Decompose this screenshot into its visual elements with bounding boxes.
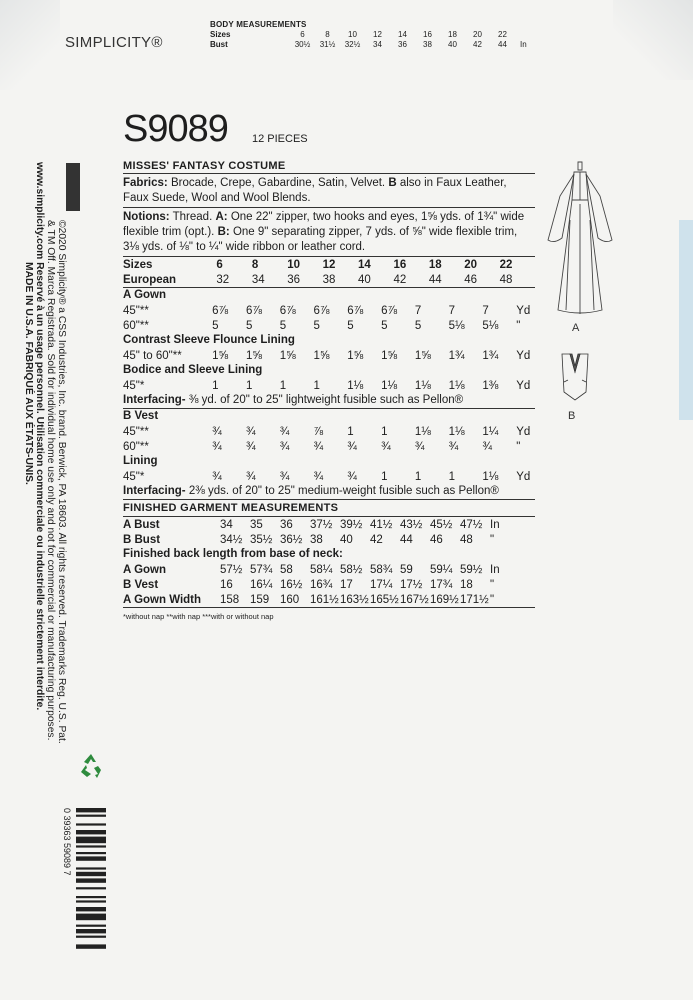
cell: 1⅛ [448,425,465,438]
cell: 159 [250,593,270,606]
cell: 1⅛ [381,379,398,392]
cell: 1⅝ [347,349,364,362]
unit-cell: Yd [516,425,531,438]
cell: ¾ [212,470,222,483]
table-row [123,532,535,547]
unit-cell: In [490,563,500,576]
cell: 1 [414,470,422,483]
notions-a-label: A: [215,211,228,223]
barcode-bar [76,896,106,898]
barcode-bar [76,845,106,847]
unit-cell: Yd [516,470,531,483]
cell: 1⅝ [414,349,431,362]
row-label: 45"** [123,425,149,438]
table-row [123,577,535,592]
cell: 5 [212,319,219,332]
european-cell: 36 [287,273,301,286]
body-size: 8 [325,30,330,39]
barcode-bar [76,815,106,817]
cell: 36½ [280,533,303,546]
body-bust: 34 [373,40,382,49]
unit-cell: " [516,319,521,332]
barcode-bar [76,887,106,889]
cell: 1⅝ [245,349,262,362]
body-size: 12 [373,30,382,39]
cell: ¾ [245,470,256,483]
size-cell: 18 [428,258,442,271]
european-cell: 38 [322,273,336,286]
body-size: 20 [473,30,482,39]
cell: 6⅞ [313,304,330,317]
cell: 1 [381,425,388,438]
cell: 47½ [460,518,483,531]
barcode [76,808,106,988]
cell: 5⅛ [448,319,465,332]
cell: ¾ [448,440,459,453]
cell: 5 [313,319,320,332]
barcode-bar [76,872,106,876]
table-row [123,348,535,363]
notions-section [123,208,535,257]
bodice-rows [123,378,535,393]
table-row [123,378,535,393]
a-gown-rows [123,303,535,333]
cell: ¾ [245,425,256,438]
view-b-label: B [568,410,576,422]
cell: 5 [245,319,253,332]
cell: 1 [381,470,388,483]
cell: 169½ [430,593,459,606]
cell: 36 [280,518,293,531]
notions-label: Notions: [123,211,170,223]
sizes-label: Sizes [123,258,153,271]
fabrics-b-text: also in Faux Leather, Faux Suede, Wool and Wool Blends. [123,177,507,204]
row-label: 45"* [123,379,145,392]
cell: 1 [279,379,287,392]
table-row [123,424,535,439]
body-bust: 32½ [344,40,361,49]
barcode-bar [76,914,106,921]
cell: 59½ [460,563,483,576]
row-label: B Vest [123,578,159,591]
barcode-bar [76,837,106,844]
row-label: 45"* [123,470,145,483]
row-label: 60"** [123,319,149,332]
european-cell: 40 [358,273,371,286]
cell: 43½ [400,518,423,531]
side-legal-text [12,162,67,762]
cell: 1⅝ [381,349,398,362]
cell: 42 [370,533,383,546]
size-cell: 8 [251,258,259,271]
cell: 1⅛ [414,425,431,438]
body-size: 6 [300,30,305,39]
cell: 1⅛ [448,379,465,392]
cell: 6⅞ [212,304,229,317]
table-row [123,517,535,532]
cell: 34½ [220,533,243,546]
cell: 17 [340,578,353,591]
cell: 17¼ [370,578,393,591]
style-number: S9089 [123,108,228,150]
barcode-bar [76,925,106,927]
european-cell: 32 [216,273,230,286]
cell: 58¾ [370,563,393,576]
cell: ¾ [381,440,391,453]
cell: 171½ [460,593,489,606]
cell: 1 [313,379,320,392]
notions-b-label: B: [217,226,230,238]
cell: ¾ [212,440,222,453]
recycle-icon [77,752,105,780]
cell: ¾ [279,425,290,438]
european-label: European [123,273,177,286]
cell: 41½ [370,518,393,531]
cell: 161½ [310,593,339,606]
pattern-title: MISSES' FANTASY COSTUME [123,160,535,174]
cell: 6⅞ [381,304,398,317]
barcode-bar [76,808,106,812]
cell: 16 [220,578,233,591]
size-cell: 20 [464,258,478,271]
cell: 1⅜ [482,379,499,392]
pieces-count: 12 PIECES [252,133,308,145]
size-cell: 14 [358,258,371,271]
cell: 59¼ [430,563,453,576]
table-row [123,439,535,454]
row-label: 45" to 60"** [123,349,182,362]
footnotes: *without nap **with nap ***with or without nap [123,612,274,621]
barcode-bar [76,867,106,869]
cell: 7 [414,304,422,317]
cell: 40 [340,533,353,546]
cell: 46 [430,533,443,546]
paper-fold-right [613,0,693,80]
cell: ¾ [482,440,492,453]
fabrics-text: Brocade, Crepe, Gabardine, Satin, Velvet. [170,177,386,189]
cell: 1⅛ [347,379,364,392]
body-size: 22 [498,30,507,39]
size-cell: 22 [499,258,513,271]
cell: 48 [460,533,473,546]
lining-rows [123,469,535,484]
cell: ¾ [279,440,290,453]
cell: 17¾ [430,578,453,591]
finished-bust-rows [123,517,535,547]
bodice-title: Bodice and Sleeve Lining [123,364,263,376]
cell: ¾ [313,440,324,453]
cell: 158 [220,593,240,606]
body-bust: 44 [498,40,507,49]
unit-cell: Yd [516,304,531,317]
barcode-number-text: 0 39363 59089 7 [62,808,72,876]
table-row [123,592,535,607]
barcode-bar [76,856,106,860]
cell: 35 [250,518,263,531]
cell: 1 [347,425,354,438]
cell: 5⅛ [482,319,499,332]
interfacing-b-label: Interfacing- [123,485,186,497]
european-cell: 34 [251,273,265,286]
contrast-rows [123,348,535,363]
cell: 1¾ [482,349,499,362]
cell: 167½ [400,593,429,606]
finished-subtitle: Finished back length from base of neck: [123,548,343,560]
table-row [123,562,535,577]
cell: 57½ [220,563,243,576]
fabrics-section [123,174,535,208]
body-sizes-label: Sizes [210,30,231,39]
cell: 57¾ [250,563,273,576]
european-cell: 42 [393,273,407,286]
cell: 37½ [310,518,333,531]
view-a-illustration [540,160,620,320]
barcode-number [60,808,74,988]
european-cell: 44 [428,273,442,286]
paper-fold-left [0,0,60,90]
brand-name: SIMPLICITY® [65,34,163,51]
notions-thread: Thread. [172,211,213,223]
a-gown-title: A Gown [123,289,167,301]
unit-cell: " [490,533,495,546]
cell: 1 [245,379,253,392]
b-vest-rows [123,424,535,454]
barcode-bar [76,900,106,902]
row-label: A Bust [123,518,160,531]
european-cell: 48 [499,273,513,286]
barcode-bar [76,878,106,882]
cell: 163½ [340,593,369,606]
interfacing-b [123,484,535,500]
cell: 1⅝ [212,349,229,362]
interfacing-a-label: Interfacing- [123,394,186,406]
view-a-label: A [572,322,580,334]
unit-cell: " [490,593,495,606]
cell: ¾ [313,470,324,483]
row-label: 45"** [123,304,149,317]
finished-title: FINISHED GARMENT MEASUREMENTS [123,500,535,517]
view-b-illustration [558,352,592,402]
cell: 18 [460,578,473,591]
usa-flag-icon [56,163,80,211]
cell: 58½ [340,563,363,576]
body-bust: 38 [423,40,432,49]
body-size: 18 [448,30,457,39]
body-bust-label: Bust [210,40,228,49]
body-bust: 30½ [294,40,311,49]
body-size: 14 [398,30,407,39]
legal-line-2: & TM Off. Marca Registrada. Sold for individual home use only and not for commercial or manufacturing purposes. [45,220,56,741]
interfacing-b-text: 2⅜ yds. of 20" to 25" medium-weight fusible such as Pellon® [188,485,499,497]
cell: 1 [448,470,456,483]
size-cell: 12 [322,258,336,271]
cell: 5 [414,319,422,332]
barcode-bar [76,852,106,854]
row-label: A Gown [123,563,167,576]
cell: ¾ [279,470,290,483]
cell: 1⅛ [414,379,431,392]
finished-length-rows [123,562,535,607]
notions-a-text: One 22" zipper, two hooks and eyes, 1⅝ yds. of 1¾" wide flexible trim (opt.). [123,211,525,238]
cell: 59 [400,563,413,576]
body-bust: 31½ [319,40,336,49]
cell: 6⅞ [279,304,296,317]
body-bust-row [210,39,590,49]
cell: 38 [310,533,323,546]
row-label: 60"** [123,440,149,453]
cell: 1⅝ [313,349,330,362]
cell: 5 [381,319,388,332]
unit-cell: " [516,440,521,453]
cell: 1⅛ [482,470,499,483]
body-bust: 42 [473,40,482,49]
cell: ⅞ [313,425,324,438]
size-cell: 16 [393,258,407,271]
fabrics-label: Fabrics: [123,177,168,189]
size-cell: 6 [216,258,223,271]
cell: 58¼ [310,563,333,576]
barcode-bar [76,830,106,834]
european-row [123,272,535,288]
body-sizes-row [210,29,590,39]
notions-b-text: One 9" separating zipper, 7 yds. of ⅝" wide flexible trim, 3⅛ yds. of ⅛" to ¼" wide ribbon or leather cord. [123,226,518,253]
cell: 45½ [430,518,453,531]
body-size: 16 [423,30,432,39]
cell: ¾ [347,470,357,483]
legal-line-3: www.simplicity.com Reservé à un usage personnel. Utilisation commerciale ou industrielle strictement interdite. [34,162,45,711]
body-measurements-title: BODY MEASUREMENTS [210,20,307,29]
cell: 6⅞ [245,304,262,317]
cell: 16½ [280,578,303,591]
cell: 1 [212,379,219,392]
b-vest-title: B Vest [123,410,159,422]
cell: ¾ [245,440,256,453]
cell: 160 [280,593,300,606]
cell: 5 [347,319,354,332]
barcode-bar [76,929,106,933]
pattern-info [123,160,535,621]
cell: 58 [280,563,293,576]
lining-title: Lining [123,455,158,467]
interfacing-a [123,393,535,409]
legal-line-4: MADE IN U.S.A. FABRIQUÉ AUX ÉTATS-UNIS. [23,262,34,485]
cell: 5 [279,319,287,332]
cell: 16¼ [250,578,273,591]
interfacing-a-text: ⅜ yd. of 20" to 25" lightweight fusible such as Pellon® [188,394,464,406]
european-cell: 46 [464,273,478,286]
cell: 16¾ [310,578,333,591]
row-label: A Gown Width [123,593,202,606]
row-label: B Bust [123,533,161,546]
cell: 1¼ [482,425,499,438]
body-size: 10 [348,30,357,39]
sizes-row [123,257,535,272]
background-edge [679,220,693,420]
cell: ¾ [414,440,425,453]
barcode-bar [76,907,106,911]
cell: 165½ [370,593,399,606]
body-bust: 36 [398,40,407,49]
unit-cell: " [490,578,495,591]
unit-cell: Yd [516,349,531,362]
cell: ¾ [212,425,222,438]
cell: 1¾ [448,349,465,362]
body-bust: 40 [448,40,457,49]
table-row [123,469,535,484]
cell: 7 [448,304,456,317]
body-unit: In [520,40,527,49]
cell: ¾ [347,440,357,453]
body-measurements-header [210,20,590,49]
cell: 6⅞ [347,304,364,317]
cell: 44 [400,533,413,546]
unit-cell: Yd [516,379,531,392]
barcode-bar [76,944,106,948]
table-row [123,318,535,333]
table-row [123,303,535,318]
cell: 7 [482,304,489,317]
cell: 39½ [340,518,363,531]
contrast-title: Contrast Sleeve Flounce Lining [123,334,295,346]
cell: 1⅝ [279,349,296,362]
size-cell: 10 [287,258,301,271]
barcode-bar [76,823,106,825]
flag-text: USA [56,178,64,195]
barcode-bar [76,936,106,938]
unit-cell: In [490,518,500,531]
cell: 17½ [400,578,423,591]
fabrics-b-label: B [388,177,397,189]
cell: 35½ [250,533,273,546]
legal-line-1: ©2020 Simplicity® a CSS Industries, Inc. brand. Berwick, PA 18603. All rights reserved. Trademarks Reg. U.S. Pat. [56,220,67,744]
cell: 34 [220,518,233,531]
